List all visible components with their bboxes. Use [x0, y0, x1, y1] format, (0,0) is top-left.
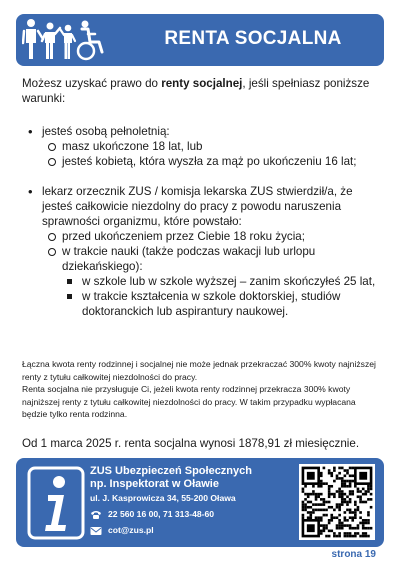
info-i-icon	[26, 465, 86, 541]
page-title: RENTA SOCJALNA	[164, 28, 342, 49]
sub-item-text: w trakcie nauki (także podczas wakacji lub urlopu dziekańskiego):	[62, 245, 316, 273]
office-name: ZUS Ubezpieczeń Społecznych	[90, 465, 252, 477]
condition-item	[22, 184, 378, 319]
email-row	[90, 524, 252, 537]
contact-footer	[16, 458, 384, 547]
phone-row	[90, 508, 252, 521]
intro-highlight: renty socjalnej	[161, 77, 243, 90]
note-paragraph: Renta socjalna nie przysługuje Ci, jeżeli kwota renty rodzinnej przekracza 300% kwoty najniższej renty z tytułu całkowitej niezdolności do pracy. W takim przypadku wypłacana będzie tylko renta rodzinna.	[22, 384, 356, 419]
title-banner	[16, 14, 384, 66]
sub-item: przed ukończeniem przez Ciebie 18 roku życia;	[42, 229, 378, 244]
page-number: strona 19	[331, 549, 376, 560]
envelope-icon	[90, 526, 102, 536]
conditions-list	[22, 124, 378, 319]
amount-statement: Od 1 marca 2025 r. renta socjalna wynosi 1878,91 zł miesięcznie.	[22, 437, 360, 450]
sub-item	[42, 244, 378, 319]
sub-list	[42, 229, 378, 319]
phone-number[interactable]: 22 560 16 00, 71 313-48-60	[108, 509, 215, 519]
qr-code[interactable]	[299, 464, 375, 540]
intro-paragraph	[22, 76, 378, 106]
office-branch: np. Inspektorat w Oławie	[90, 478, 219, 490]
office-info	[90, 465, 252, 537]
intro-text-end: , jeśli spełniasz poniższe warunki:	[22, 77, 370, 105]
subsub-item: w trakcie kształcenia w szkole doktorskiej, studiów doktoranckich lub aspirantury naukowej.	[62, 289, 378, 319]
sub-list	[42, 139, 378, 169]
email-link[interactable]: cot@zus.pl	[108, 525, 154, 535]
main-content	[22, 76, 378, 319]
condition-text: lekarz orzecznik ZUS / komisja lekarska ZUS stwierdził/a, że jesteś całkowicie niezdolny do pracy z powodu naruszenia sprawności organizmu, które powstało:	[42, 185, 353, 228]
note-paragraph: Łączna kwota renty rodzinnej i socjalnej nie może jednak przekraczać 300% kwoty najniższej renty z tytułu całkowitej niezdolności do pracy.	[22, 359, 376, 382]
phone-icon	[90, 510, 102, 520]
note-section	[22, 358, 378, 421]
people-wheelchair-icon	[22, 17, 108, 63]
office-address: ul. J. Kasprowicza 34, 55-200 Oława	[90, 493, 236, 503]
subsub-item: w szkole lub w szkole wyższej – zanim skończyłeś 25 lat,	[62, 274, 378, 289]
condition-item	[22, 124, 378, 169]
subsub-list	[62, 274, 378, 319]
condition-text: jesteś osobą pełnoletnią:	[42, 125, 170, 138]
sub-item: masz ukończone 18 lat, lub	[42, 139, 378, 154]
sub-item: jesteś kobietą, która wyszła za mąż po ukończeniu 16 lat;	[42, 154, 378, 169]
intro-text: Możesz uzyskać prawo do	[22, 77, 162, 90]
